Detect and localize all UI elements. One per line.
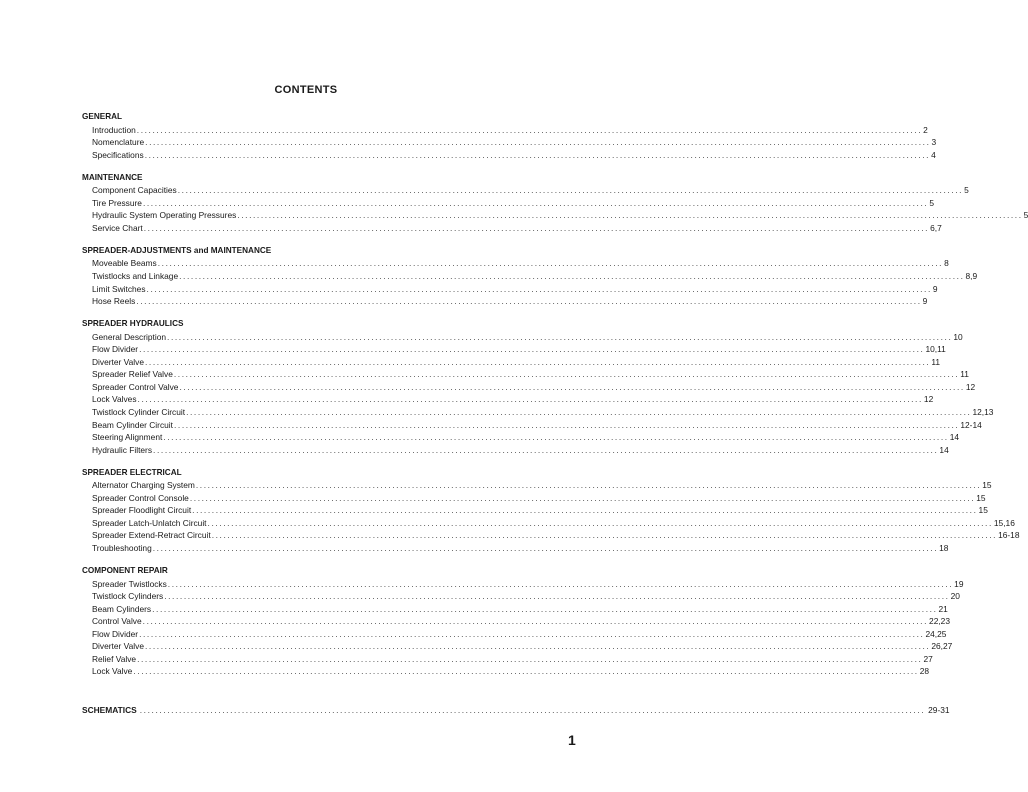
toc-entry [82, 419, 982, 432]
dot-leader: ........................................................................................................................................................................................................ [173, 369, 960, 380]
dot-leader: ........................................................................................................................................................................................................ [211, 530, 998, 541]
toc-entry-label: Beam Cylinders [92, 603, 152, 614]
toc-entry [82, 603, 948, 616]
toc-entry-label: SCHEMATICS [82, 705, 137, 715]
toc-entry-page: 5 [964, 185, 969, 196]
toc-entry [82, 653, 933, 666]
toc-entry-label: Nomenclature [92, 137, 145, 148]
toc-entry [82, 529, 1020, 542]
toc-entry-label: Hose Reels [92, 296, 136, 307]
dot-leader: ........................................................................................................................................................................................................ [146, 283, 932, 294]
toc-entry-label: Introduction [92, 124, 136, 135]
dot-leader: ........................................................................................................................................................................................................ [153, 444, 939, 455]
toc-entry-page: 27 [923, 653, 933, 664]
toc-entry [82, 356, 941, 369]
toc-entry-page: 15 [982, 480, 992, 491]
dot-leader: ........................................................................................................................................................................................................ [163, 432, 949, 443]
toc-entry-page: 18 [939, 542, 949, 553]
toc-entry-label: Tire Pressure [92, 197, 142, 208]
toc-entry-page: 21 [938, 603, 948, 614]
toc-entry-label: Alternator Charging System [92, 480, 195, 491]
toc-section-title: GENERAL [82, 112, 123, 121]
toc-entry-label: Moveable Beams [92, 258, 157, 269]
toc-entry [82, 640, 953, 653]
dot-leader: ........................................................................................................................................................................................................ [145, 137, 931, 148]
toc-section [82, 318, 994, 456]
toc-entry-label: Twistlock Cylinders [92, 591, 164, 602]
toc-entry-schematics [82, 705, 950, 715]
toc-entry [82, 295, 928, 308]
dot-leader: ........................................................................................................................................................................................................ [142, 197, 929, 208]
toc-section [82, 565, 964, 678]
dot-leader: ........................................................................................................................................................................................................ [192, 505, 978, 516]
toc-section [82, 467, 1020, 555]
page-number: 1 [568, 732, 576, 748]
toc-section [82, 245, 978, 308]
toc-entry-page: 20 [950, 591, 960, 602]
dot-leader: ........................................................................................................................................................................................................ [195, 480, 982, 491]
toc-entry [82, 542, 949, 555]
dot-leader: ........................................................................................................................................................................................................ [157, 258, 944, 269]
toc-entry-label: General Description [92, 331, 167, 342]
dot-leader: ........................................................................................................................................................................................................ [137, 653, 923, 664]
toc-entry [82, 222, 942, 235]
toc-entry [82, 590, 960, 603]
toc-entry-label: Component Capacities [92, 185, 177, 196]
toc-entry [82, 615, 950, 628]
dot-leader: ........................................................................................................................................................................................................ [207, 517, 993, 528]
toc-section-title: SPREADER ELECTRICAL [82, 467, 182, 477]
toc-entry-label: Service Chart [92, 222, 143, 233]
dot-leader: ........................................................................................................................................................................................................ [137, 394, 923, 405]
toc-entry [82, 149, 936, 162]
toc-entry-page: 28 [919, 666, 930, 677]
toc-section-title: MAINTENANCE [82, 172, 143, 182]
toc-entry-label: Relief Valve [92, 653, 137, 664]
dot-leader: ........................................................................................................................................................................................................ [144, 149, 931, 160]
dot-leader: ........................................................................................................................................................................................................ [139, 344, 925, 355]
toc-entry [82, 124, 928, 137]
toc-entry-page: 15 [976, 492, 986, 503]
dot-leader: ........................................................................................................................................................................................................ [179, 271, 965, 282]
dot-leader: ........................................................................................................................................................................................................ [133, 666, 919, 677]
dot-leader: ........................................................................................................................................................................................................ [179, 381, 965, 392]
toc-entry-page: 15,16 [993, 517, 1015, 528]
page-title: CONTENTS [274, 84, 338, 96]
toc-entry-page: 22,23 [929, 616, 950, 627]
dot-leader: ........................................................................................................................................................................................................ [136, 296, 922, 307]
dot-leader: ........................................................................................................................................................................................................ [167, 578, 954, 589]
toc-entry-label: Spreader Floodlight Circuit [92, 505, 192, 516]
toc-entry-label: Hydraulic Filters [92, 444, 153, 455]
dot-leader: ........................................................................................................................................................................................................ [143, 222, 930, 233]
toc-entry [82, 578, 964, 591]
dot-leader: ........................................................................................................................................................................................................ [173, 419, 960, 430]
toc-entry-label: Spreader Control Console [92, 492, 189, 503]
toc-entry-page: 5 [1023, 210, 1028, 221]
toc-entry [82, 444, 949, 457]
toc-entry-page: 6,7 [930, 222, 942, 233]
dot-leader: ........................................................................................................................................................................................................ [144, 641, 931, 652]
dot-leader: ........................................................................................................................................................................................................ [139, 705, 926, 715]
toc-entry-label: Steering Alignment [92, 432, 163, 443]
dot-leader: ........................................................................................................................................................................................................ [152, 542, 939, 553]
toc-entry [82, 665, 930, 678]
toc-entry-page: 10 [953, 331, 963, 342]
toc-entry [82, 431, 960, 444]
toc-entry-label: Limit Switches [92, 283, 146, 294]
toc-entry-label: Twistlock Cylinder Circuit [92, 406, 186, 417]
toc-entry [82, 184, 969, 197]
toc-entry-page: 29-31 [928, 705, 950, 715]
dot-leader: ........................................................................................................................................................................................................ [136, 124, 923, 135]
toc-entry-page: 9 [922, 296, 928, 307]
toc-entry-page: 14 [939, 444, 949, 455]
toc-entry-page: 9 [932, 283, 938, 294]
toc-entry-page: 12,13 [972, 406, 994, 417]
toc-section [82, 111, 937, 161]
toc-entry-page: 11 [960, 369, 969, 380]
toc-entry-page: 8,9 [965, 271, 978, 282]
toc-entry [82, 197, 934, 210]
toc-entry-page: 8 [944, 258, 949, 269]
toc-entry-page: 10,11 [925, 344, 946, 355]
toc-entry-label: Lock Valves [92, 394, 137, 405]
dot-leader: ........................................................................................................................................................................................................ [186, 406, 972, 417]
toc-entry-label: Flow Divider [92, 344, 139, 355]
toc-entry [82, 406, 994, 419]
toc-entry-page: 4 [931, 149, 936, 160]
dot-leader: ........................................................................................................................................................................................................ [139, 628, 925, 639]
toc-entry-label: Spreader Twistlocks [92, 578, 167, 589]
dot-leader: ........................................................................................................................................................................................................ [144, 356, 931, 367]
toc-entry-label: Hydraulic System Operating Pressures [92, 210, 237, 221]
toc-entry [82, 270, 978, 283]
toc-entry-page: 12-14 [960, 419, 982, 430]
toc-entry-label: Lock Valve [92, 666, 133, 677]
toc-entry [82, 381, 976, 394]
toc-entry-label: Diverter Valve [92, 641, 144, 652]
toc-entry-label: Specifications [92, 149, 144, 160]
toc-entry [82, 517, 1015, 530]
toc-entry [82, 479, 992, 492]
toc-section [82, 172, 1028, 235]
toc-entry-page: 16-18 [998, 530, 1020, 541]
toc-entry-label: Twistlocks and Linkage [92, 271, 179, 282]
toc-entry-label: Spreader Relief Valve [92, 369, 173, 380]
table-of-contents [82, 111, 1028, 688]
toc-entry [82, 257, 949, 270]
toc-entry-page: 24,25 [925, 628, 947, 639]
toc-entry-label: Spreader Extend-Retract Circuit [92, 530, 211, 541]
toc-entry [82, 343, 946, 356]
toc-entry-page: 2 [923, 124, 928, 135]
dot-leader: ........................................................................................................................................................................................................ [152, 603, 938, 614]
toc-entry-label: Flow Divider [92, 628, 139, 639]
toc-entry-page: 12 [923, 394, 934, 405]
toc-entry [82, 209, 1028, 222]
toc-entry-label: Control Valve [92, 616, 142, 627]
toc-entry-page: 19 [954, 578, 964, 589]
dot-leader: ........................................................................................................................................................................................................ [189, 492, 976, 503]
toc-entry-label: Troubleshooting [92, 542, 152, 553]
dot-leader: ........................................................................................................................................................................................................ [142, 616, 929, 627]
toc-entry-page: 12 [965, 381, 976, 392]
toc-entry [82, 628, 947, 641]
toc-entry-label: Spreader Latch-Unlatch Circuit [92, 517, 207, 528]
toc-entry [82, 283, 938, 296]
toc-entry-page: 15 [978, 505, 988, 516]
toc-section-title: SPREADER-ADJUSTMENTS and MAINTENANCE [82, 245, 272, 255]
toc-entry [82, 368, 969, 381]
toc-section-title: COMPONENT REPAIR [82, 566, 168, 575]
toc-entry-page: 11 [931, 356, 941, 367]
dot-leader: ........................................................................................................................................................................................................ [167, 331, 953, 342]
dot-leader: ........................................................................................................................................................................................................ [237, 210, 1023, 221]
toc-section-title: SPREADER HYDRAULICS [82, 319, 184, 329]
toc-entry [82, 136, 937, 149]
toc-entry [82, 504, 988, 517]
toc-entry [82, 393, 934, 406]
toc-entry [82, 331, 963, 344]
toc-entry-page: 5 [929, 197, 934, 208]
toc-entry-page: 3 [931, 137, 937, 148]
dot-leader: ........................................................................................................................................................................................................ [177, 185, 964, 196]
toc-entry-page: 14 [949, 432, 960, 443]
toc-entry-label: Spreader Control Valve [92, 381, 179, 392]
dot-leader: ........................................................................................................................................................................................................ [164, 591, 950, 602]
toc-entry [82, 492, 986, 505]
toc-entry-label: Diverter Valve [92, 356, 144, 367]
toc-entry-page: 26,27 [931, 641, 953, 652]
toc-entry-label: Beam Cylinder Circuit [92, 419, 173, 430]
